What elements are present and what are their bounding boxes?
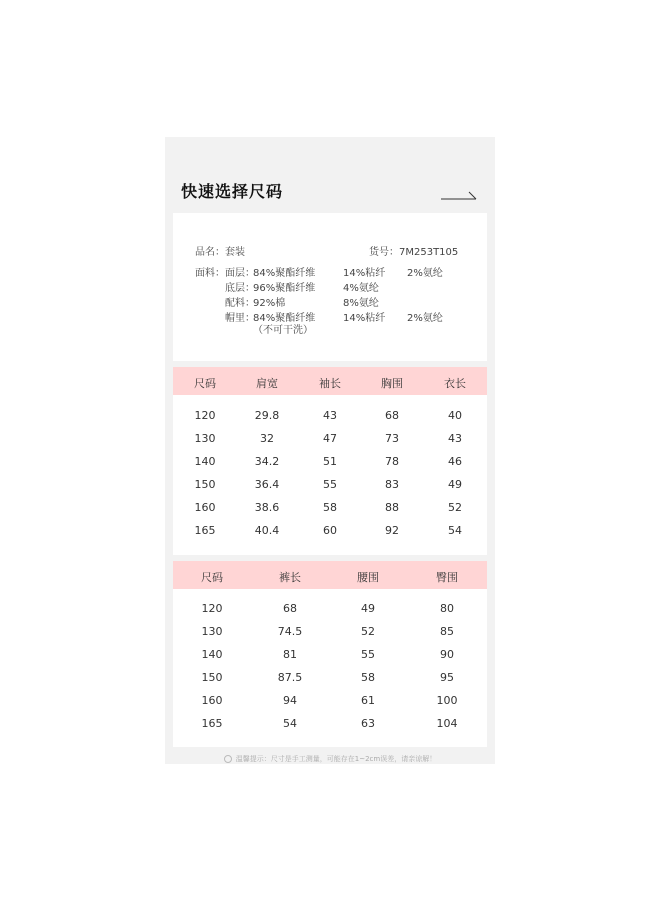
- table-cell: 160: [194, 501, 216, 514]
- column-header: 尺码: [194, 377, 216, 390]
- table-cell: 47: [323, 432, 337, 445]
- pants-size-table: [173, 561, 487, 747]
- table-cell: 43: [448, 432, 462, 445]
- table-header: [173, 367, 487, 395]
- table-cell: 100: [436, 694, 458, 707]
- fabric-c2: 14%粘纤: [343, 268, 386, 279]
- table-cell: 120: [201, 602, 223, 615]
- column-header: 臀围: [436, 571, 458, 584]
- size-guide-panel: [165, 137, 495, 764]
- column-header: 衣长: [444, 377, 466, 390]
- fabric-label: 面料：: [195, 268, 225, 279]
- table-cell: 130: [201, 625, 223, 638]
- column-header: 腰围: [357, 571, 379, 584]
- table-cell: 54: [448, 524, 462, 537]
- column-header: 肩宽: [256, 377, 278, 390]
- care-note: （不可干洗）: [253, 325, 313, 336]
- table-cell: 150: [201, 671, 223, 684]
- fabric-c1: 84%聚酯纤维: [253, 268, 316, 279]
- table-cell: 36.4: [254, 478, 280, 491]
- table-cell: 83: [385, 478, 399, 491]
- fabric-c1: 96%聚酯纤维: [253, 283, 316, 294]
- table-cell: 52: [361, 625, 375, 638]
- fabric-c2: 8%氨纶: [343, 298, 379, 309]
- name-value: 套装: [225, 247, 245, 258]
- table-cell: 58: [361, 671, 375, 684]
- table-cell: 54: [283, 717, 297, 730]
- fabric-c1: 92%棉: [253, 298, 286, 309]
- table-cell: 165: [201, 717, 223, 730]
- fabric-part: 底层：: [225, 283, 255, 294]
- table-cell: 68: [385, 409, 399, 422]
- table-cell: 63: [361, 717, 375, 730]
- table-cell: 130: [194, 432, 216, 445]
- table-cell: 52: [448, 501, 462, 514]
- name-label: 品名：: [195, 247, 225, 258]
- table-cell: 68: [283, 602, 297, 615]
- top-size-table: [173, 367, 487, 555]
- fabric-c1: 84%聚酯纤维: [253, 313, 316, 324]
- table-cell: 29.8: [254, 409, 280, 422]
- arrow-right-icon[interactable]: [441, 187, 478, 201]
- sku-label: 货号：: [369, 247, 399, 258]
- table-cell: 60: [323, 524, 337, 537]
- info-circle-icon: [224, 755, 232, 763]
- fabric-part: 帽里：: [225, 313, 255, 324]
- table-cell: 51: [323, 455, 337, 468]
- column-header: 袖长: [319, 377, 341, 390]
- fabric-part: 面层：: [225, 268, 255, 279]
- table-cell: 74.5: [277, 625, 303, 638]
- table-cell: 90: [440, 648, 454, 661]
- table-cell: 94: [283, 694, 297, 707]
- table-cell: 49: [448, 478, 462, 491]
- table-cell: 55: [361, 648, 375, 661]
- page-title: 快速选择尺码: [181, 182, 284, 201]
- table-cell: 32: [260, 432, 274, 445]
- table-cell: 34.2: [254, 455, 280, 468]
- fabric-part: 配料：: [225, 298, 255, 309]
- fabric-c2: 14%粘纤: [343, 313, 386, 324]
- table-cell: 140: [194, 455, 216, 468]
- table-cell: 46: [448, 455, 462, 468]
- table-cell: 38.6: [254, 501, 280, 514]
- product-name: [195, 243, 245, 258]
- footer-notice: [165, 754, 495, 764]
- table-cell: 55: [323, 478, 337, 491]
- fabric-c3: 2%氨纶: [407, 313, 443, 324]
- table-cell: 81: [283, 648, 297, 661]
- table-cell: 43: [323, 409, 337, 422]
- sku-value: 7M253T105: [399, 247, 459, 258]
- product-info-card: [173, 213, 487, 361]
- table-cell: 40.4: [254, 524, 280, 537]
- table-cell: 88: [385, 501, 399, 514]
- product-sku: [369, 243, 458, 258]
- table-cell: 78: [385, 455, 399, 468]
- table-header: [173, 561, 487, 589]
- table-cell: 73: [385, 432, 399, 445]
- table-cell: 80: [440, 602, 454, 615]
- table-cell: 92: [385, 524, 399, 537]
- table-cell: 160: [201, 694, 223, 707]
- column-header: 胸围: [381, 377, 403, 390]
- column-header: 尺码: [201, 571, 223, 584]
- column-header: 裤长: [279, 571, 301, 584]
- table-cell: 49: [361, 602, 375, 615]
- table-cell: 40: [448, 409, 462, 422]
- table-cell: 85: [440, 625, 454, 638]
- table-cell: 58: [323, 501, 337, 514]
- table-cell: 87.5: [277, 671, 303, 684]
- fabric-c3: 2%氨纶: [407, 268, 443, 279]
- table-cell: 95: [440, 671, 454, 684]
- table-cell: 150: [194, 478, 216, 491]
- table-cell: 61: [361, 694, 375, 707]
- table-cell: 140: [201, 648, 223, 661]
- footer-text: 温馨提示：尺寸是手工测量，可能存在1~2cm误差，请亲谅解！: [235, 755, 437, 763]
- table-cell: 104: [436, 717, 458, 730]
- table-cell: 165: [194, 524, 216, 537]
- table-cell: 120: [194, 409, 216, 422]
- fabric-c2: 4%氨纶: [343, 283, 379, 294]
